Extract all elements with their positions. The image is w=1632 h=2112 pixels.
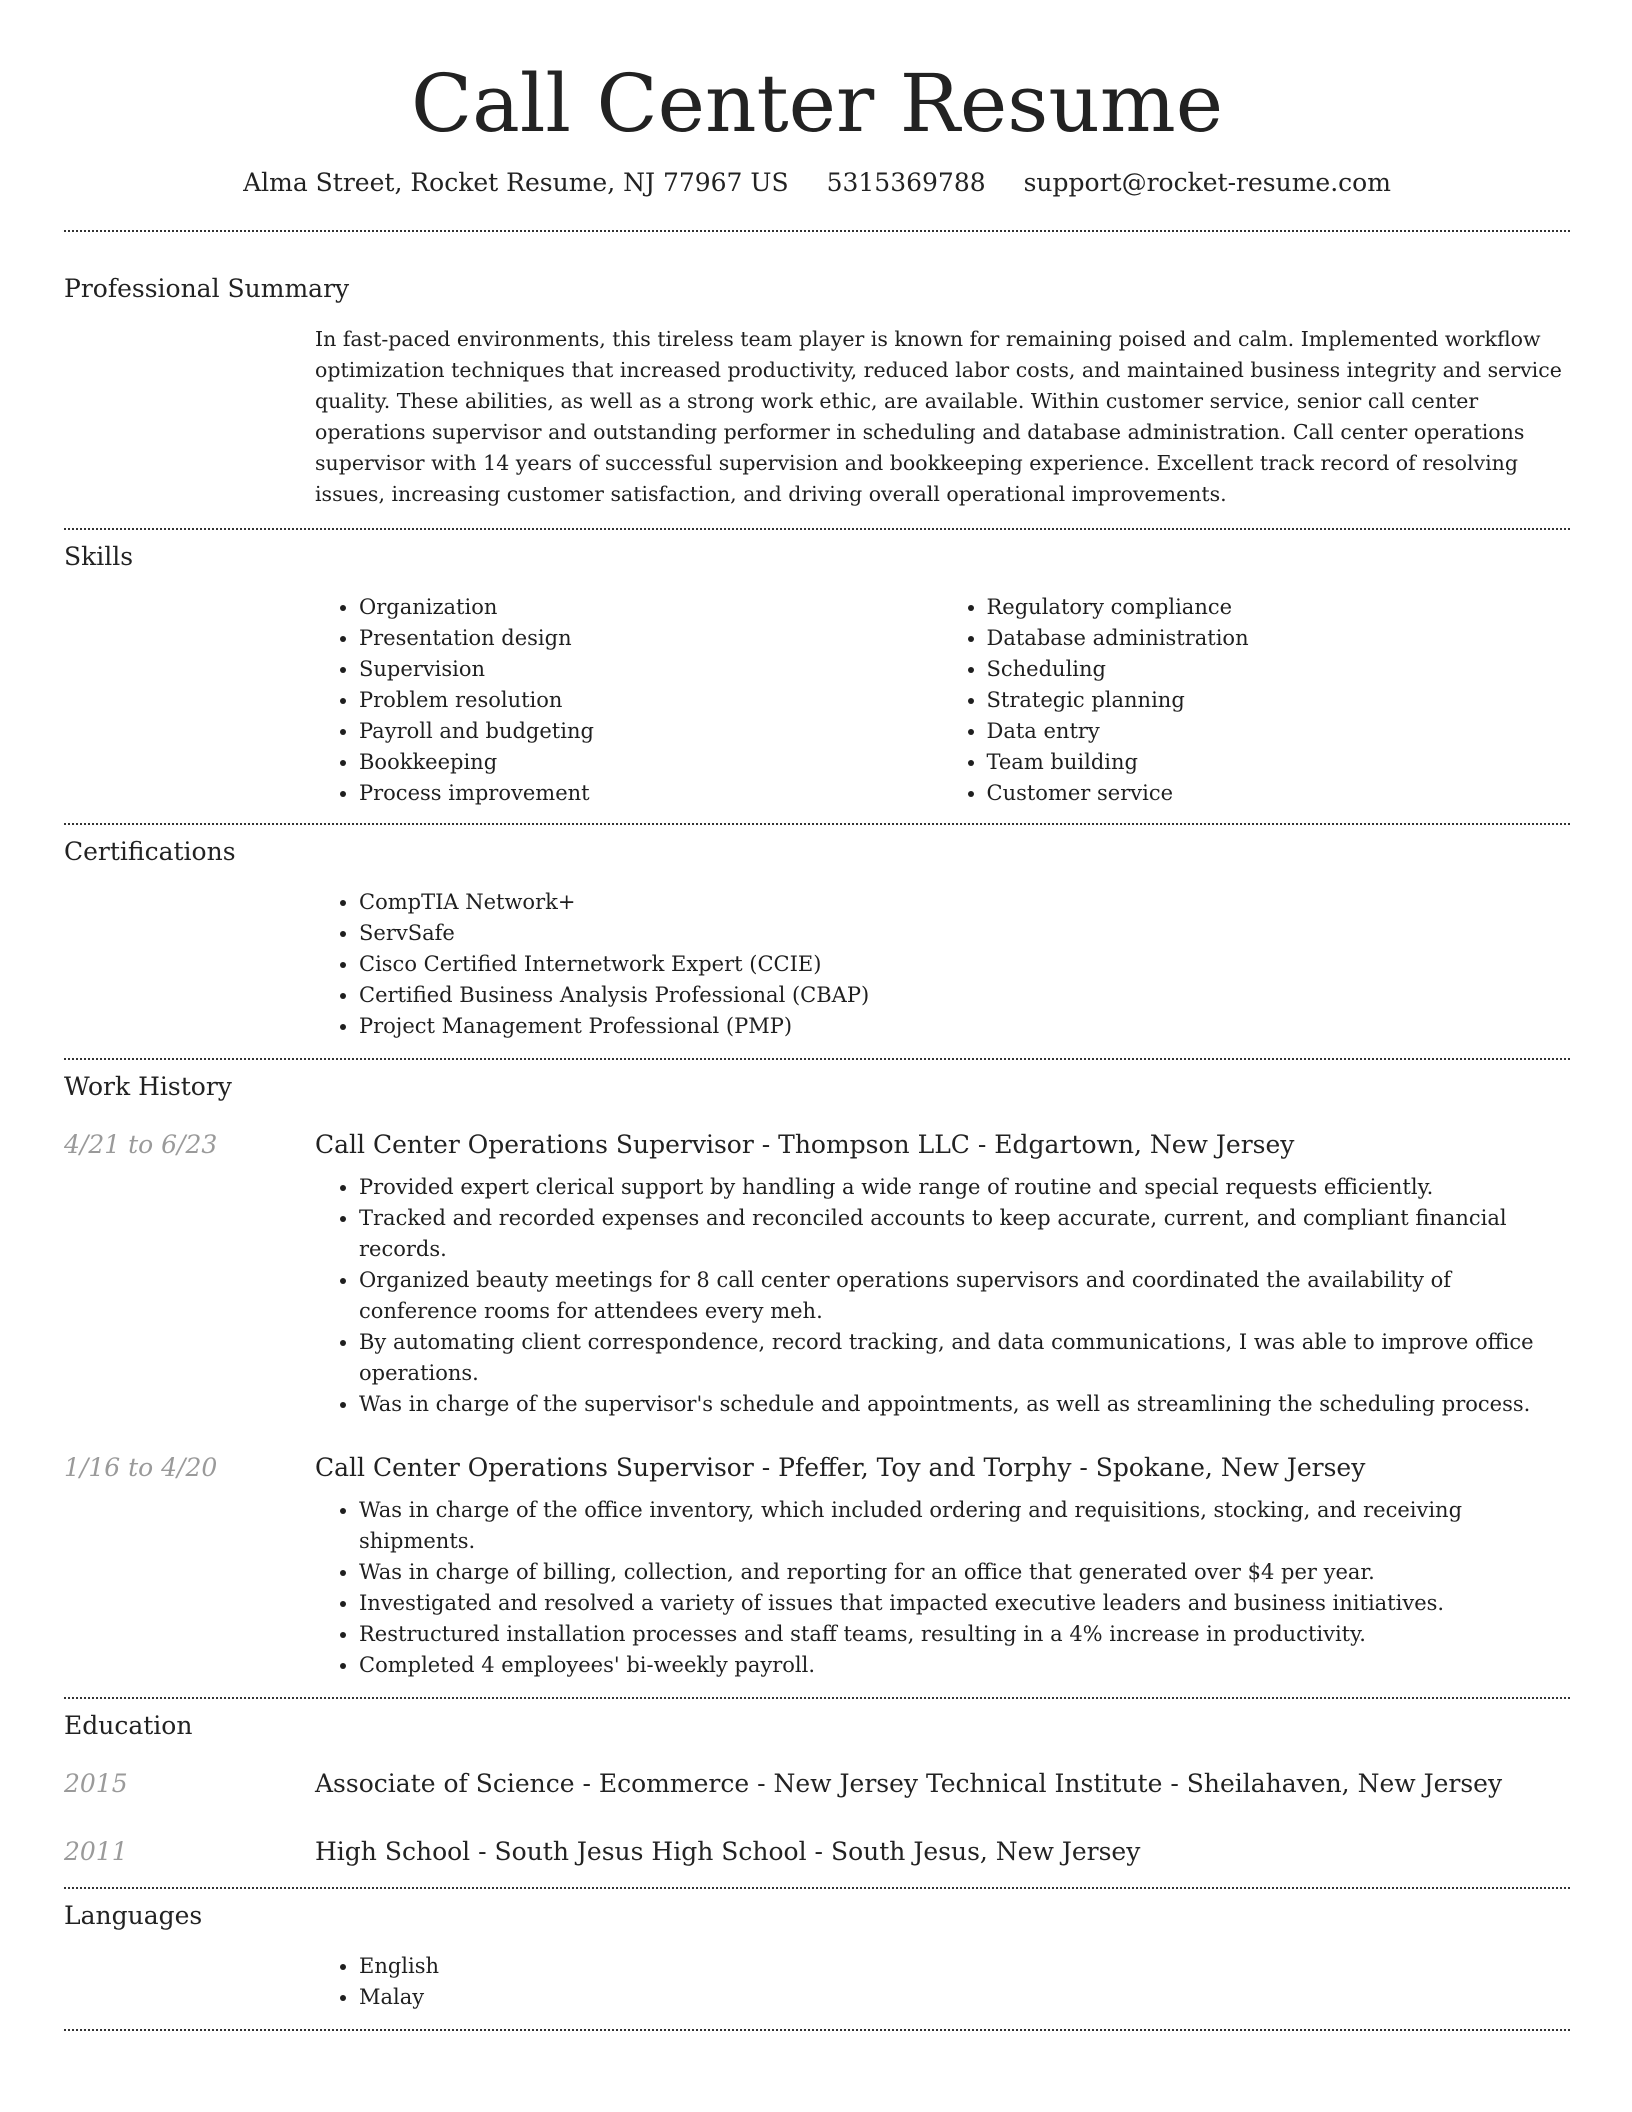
skill-item: • Team building [987,747,1571,778]
language-item: • English [359,1951,1570,1982]
summary-text: In fast-paced environments, this tireless team player is known for remaining poised and calm. Implemented workflow optimization techniques that increased productivity, reduced labor costs, and maintained business integrity and service quality. These abilities, as well as a strong work ethic, are available. Within customer service, senior call center operations supervisor and outstanding performer in scheduling and database administration. Call center operations supervisor with 14 years of successful supervision and bookkeeping experience. Excellent track record of resolving issues, increasing customer satisfaction, and driving overall operational improvements. [315,327,1562,506]
education-entry [64,1767,1570,1801]
job-location: Edgartown, New Jersey [994,1130,1295,1159]
job-company: Thompson LLC [778,1130,970,1159]
job-heading: Call Center Operations Supervisor - Thompson LLC - Edgartown, New Jersey [315,1130,1295,1159]
certification-item: • ServSafe [359,918,1570,949]
education-degree: Associate of Science [315,1769,575,1798]
job-bullet: • Investigated and resolved a variety of issues that impacted executive leaders and business initiatives. [359,1588,1570,1619]
job-bullet: • Was in charge of billing, collection, and reporting for an office that generated over $4 per year. [359,1557,1570,1588]
job-entry [64,1128,1570,1420]
skills-list-left [315,592,943,809]
skill-item: • Database administration [987,623,1571,654]
education-heading-line: Associate of Science - Ecommerce - New Jersey Technical Institute - Sheilahaven, New Jersey [315,1769,1503,1798]
contact-line [64,166,1570,200]
education-location: South Jesus, New Jersey [830,1837,1141,1866]
work-heading: Work History [64,1072,232,1101]
contact-address: Alma Street, Rocket Resume, NJ 77967 US [243,168,789,197]
education-school: New Jersey Technical Institute [773,1769,1163,1798]
education-entry [64,1835,1570,1869]
divider [64,2029,1570,2031]
languages-list [315,1951,1570,2013]
education-field: Ecommerce [598,1769,750,1798]
job-bullet: • Completed 4 employees' bi-weekly payroll. [359,1650,1570,1681]
certification-item: • Cisco Certified Internetwork Expert (CCIE) [359,949,1570,980]
job-company: Pfeffer, Toy and Torphy [778,1453,1072,1482]
skill-item: • Data entry [987,716,1571,747]
job-bullets [315,1495,1570,1681]
skills-section [64,530,1570,809]
resume-page [64,0,1570,2031]
languages-section [64,1889,1570,2013]
job-title: Call Center Operations Supervisor [315,1130,754,1159]
skill-item: • Organization [359,592,943,623]
job-bullet: • Tracked and recorded expenses and reconciled accounts to keep accurate, current, and compliant financial records. [359,1203,1570,1265]
education-location: Sheilahaven, New Jersey [1186,1769,1503,1798]
certifications-heading: Certifications [64,837,236,866]
education-heading: Education [64,1711,193,1740]
education-year: 2011 [64,1837,128,1866]
job-bullet: • By automating client correspondence, record tracking, and data communications, I was able to improve office operations. [359,1327,1570,1389]
work-section [64,1060,1570,1681]
certification-item: • Project Management Professional (PMP) [359,1011,1570,1042]
skill-item: • Strategic planning [987,685,1571,716]
job-heading: Call Center Operations Supervisor - Pfeffer, Toy and Torphy - Spokane, New Jersey [315,1453,1366,1482]
language-item: • Malay [359,1982,1570,2013]
languages-heading: Languages [64,1901,203,1930]
skill-item: • Scheduling [987,654,1571,685]
skill-item: • Process improvement [359,778,943,809]
certification-item: • Certified Business Analysis Professional (CBAP) [359,980,1570,1011]
certifications-section [64,825,1570,1042]
job-bullet: • Organized beauty meetings for 8 call center operations supervisors and coordinated the availability of conference rooms for attendees every meh. [359,1265,1570,1327]
contact-email: support@rocket-resume.com [1023,168,1391,197]
job-location: Spokane, New Jersey [1095,1453,1366,1482]
education-heading-line: High School - South Jesus High School - South Jesus, New Jersey [315,1837,1141,1866]
skill-item: • Payroll and budgeting [359,716,943,747]
job-bullet: • Provided expert clerical support by handling a wide range of routine and special requests efficiently. [359,1172,1570,1203]
job-bullet: • Was in charge of the office inventory, which included ordering and requisitions, stocking, and receiving shipments. [359,1495,1570,1557]
skills-list-right [943,592,1571,809]
skill-item: • Problem resolution [359,685,943,716]
job-bullet: • Was in charge of the supervisor's schedule and appointments, as well as streamlining the scheduling process. [359,1389,1570,1420]
skill-item: • Regulatory compliance [987,592,1571,623]
education-school: South Jesus High School [494,1837,807,1866]
job-dates: 4/21 to 6/23 [64,1130,218,1159]
job-entry [64,1451,1570,1681]
certifications-list [315,887,1570,1042]
skill-item: • Presentation design [359,623,943,654]
job-bullets [315,1172,1570,1420]
skill-item: • Bookkeeping [359,747,943,778]
education-section [64,1699,1570,1869]
education-year: 2015 [64,1769,128,1798]
page-title: Call Center Resume [410,57,1224,150]
education-degree: High School [315,1837,471,1866]
certification-item: • CompTIA Network+ [359,887,1570,918]
skill-item: • Customer service [987,778,1571,809]
summary-section [64,232,1570,510]
job-bullet: • Restructured installation processes and staff teams, resulting in a 4% increase in productivity. [359,1619,1570,1650]
summary-heading: Professional Summary [64,274,350,303]
job-dates: 1/16 to 4/20 [64,1453,218,1482]
job-title: Call Center Operations Supervisor [315,1453,754,1482]
skills-heading: Skills [64,542,134,571]
skill-item: • Supervision [359,654,943,685]
contact-phone: 5315369788 [826,168,986,197]
